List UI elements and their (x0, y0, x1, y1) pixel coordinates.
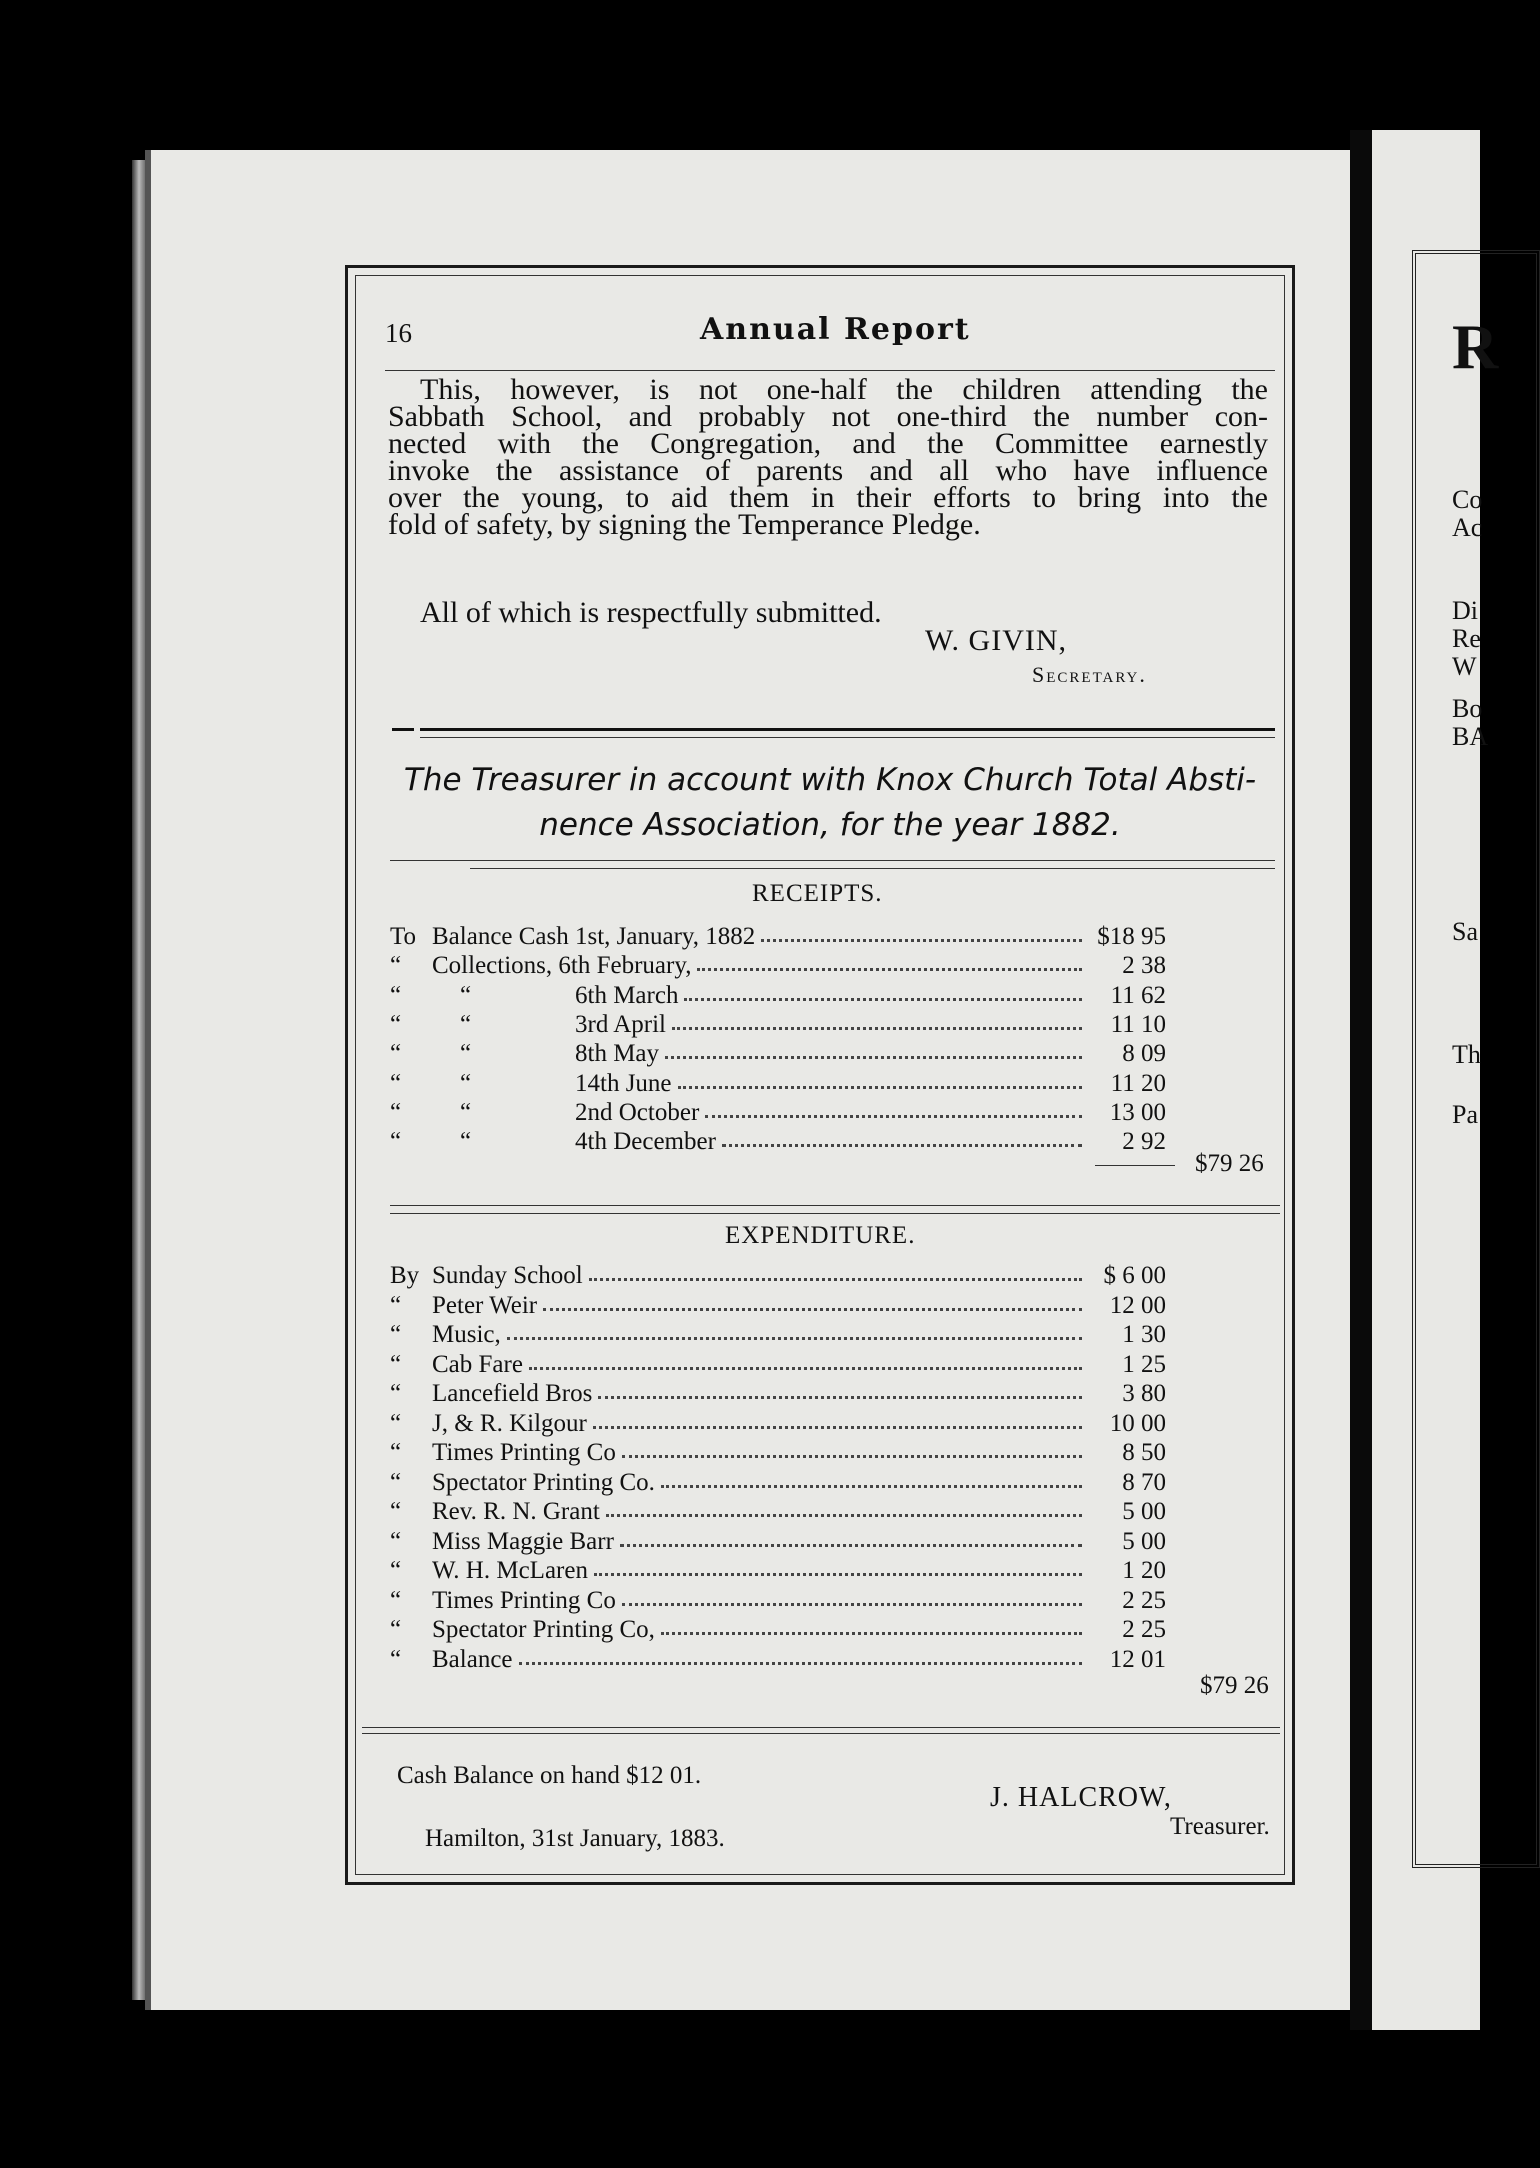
receipts-row (390, 1128, 1290, 1157)
receipts-row-label: 14th June (575, 1069, 672, 1097)
expenditure-row-prefix: “ (390, 1439, 402, 1466)
expenditure-row-label: Lancefield Bros (432, 1380, 593, 1407)
account-title (385, 758, 1275, 848)
receipts-row (390, 1040, 1290, 1069)
expenditure-row-label: Times Printing Co (432, 1586, 616, 1614)
running-head: Annual Report (700, 312, 971, 347)
expenditure-row-amount: 10 00 (1109, 1409, 1166, 1437)
expenditure-row-amount: 3 80 (1122, 1380, 1166, 1407)
receipts-row-leader (697, 968, 1082, 971)
receipts-row-ditto: “ (460, 1069, 472, 1097)
receipts-total-rule (1095, 1165, 1175, 1166)
section-divider-thin (420, 737, 1275, 738)
expenditure-row-label: Sunday School (432, 1262, 583, 1289)
place-date: Hamilton, 31st January, 1883. (425, 1825, 725, 1852)
receipts-rule (390, 1205, 1280, 1206)
receipts-row-leader (705, 1115, 1082, 1118)
receipts-row-prefix: To (390, 923, 417, 950)
section-divider (420, 728, 1275, 731)
receipts-row-label: 8th May (575, 1040, 660, 1068)
expenditure-row-leader (529, 1367, 1082, 1370)
receipts-row-amount: $18 95 (1097, 923, 1166, 950)
expenditure-row (390, 1321, 1290, 1350)
expenditure-row-amount: 1 25 (1122, 1350, 1166, 1378)
expenditure-row (390, 1292, 1290, 1321)
receipts-row-ditto: “ (460, 1040, 472, 1068)
title-rule-thin (470, 868, 1275, 869)
receipts-row-leader (761, 939, 1082, 942)
expenditure-row (390, 1351, 1290, 1380)
facing-page-fragment-text: Co (1452, 485, 1483, 514)
expenditure-row-amount: 8 50 (1122, 1439, 1166, 1466)
expenditure-row-prefix: “ (390, 1291, 402, 1319)
expenditure-row-label: J, & R. Kilgour (432, 1409, 587, 1437)
facing-page-fragment-text: Ac (1452, 513, 1483, 542)
expenditure-row (390, 1469, 1290, 1498)
receipts-row (390, 923, 1290, 952)
expenditure-row-prefix: “ (390, 1498, 402, 1525)
expenditure-row-prefix: “ (390, 1321, 402, 1348)
expenditure-row-amount: 2 25 (1122, 1616, 1166, 1643)
receipts-row-label: 4th December (575, 1128, 716, 1156)
expenditure-total: $79 26 (1200, 1672, 1269, 1699)
receipts-row-leader (665, 1056, 1082, 1059)
receipts-row-amount: 2 92 (1122, 1128, 1166, 1156)
receipts-row-prefix: “ (390, 981, 402, 1009)
receipts-row-amount: 13 00 (1109, 1098, 1166, 1126)
paragraph-line: Sabbath School, and probably not one-third the number con- (388, 400, 1268, 433)
expenditure-row-amount: $ 6 00 (1103, 1262, 1166, 1289)
footer-rule (362, 1727, 1280, 1728)
receipts-row-leader (684, 998, 1082, 1001)
facing-page-fragment-text: BA (1452, 722, 1489, 751)
expenditure-row-leader (661, 1632, 1082, 1635)
expenditure-row-label: Spectator Printing Co. (432, 1468, 655, 1496)
page-edge (132, 160, 146, 2000)
facing-page-fragment-text: R (1452, 311, 1499, 382)
facing-page-fragment-text: Sa (1452, 917, 1478, 946)
treasurer-title: Treasurer. (1170, 1813, 1270, 1840)
expenditure-row-leader (519, 1662, 1082, 1665)
receipts-row-label: 6th March (575, 981, 679, 1009)
receipts-row (390, 1070, 1290, 1099)
expenditure-row-prefix: By (390, 1262, 420, 1289)
treasurer-name: J. HALCROW, (990, 1782, 1172, 1813)
receipts-row-ditto: “ (460, 981, 472, 1009)
expenditure-row-prefix: “ (390, 1409, 402, 1437)
paragraph-line: fold of safety, by signing the Temperance Pledge. (388, 508, 981, 541)
signer-title: Secretary. (1032, 662, 1147, 687)
receipts-row (390, 952, 1290, 981)
receipts-row-amount: 8 09 (1122, 1040, 1166, 1068)
expenditure-row-leader (598, 1396, 1082, 1399)
receipts-row-prefix: “ (390, 1010, 402, 1038)
expenditure-row-label: Cab Fare (432, 1350, 523, 1378)
expenditure-row-amount: 1 20 (1122, 1557, 1166, 1584)
expenditure-row-amount: 12 00 (1109, 1291, 1166, 1319)
expenditure-row-leader (661, 1485, 1082, 1488)
expenditure-row-prefix: “ (390, 1468, 402, 1496)
expenditure-row-label: Rev. R. N. Grant (432, 1498, 600, 1525)
receipts-heading: RECEIPTS. (752, 880, 883, 907)
paragraph-line: over the young, to aid them in their efforts to bring into the (388, 481, 1268, 514)
title-rule (390, 860, 1275, 861)
expenditure-row-leader (594, 1573, 1082, 1576)
book-gutter (1350, 130, 1372, 2030)
expenditure-row (390, 1439, 1290, 1468)
signer-name: W. GIVIN, (925, 624, 1068, 657)
facing-page-fragment-text: Pa (1452, 1100, 1478, 1129)
expenditure-row-prefix: “ (390, 1586, 402, 1614)
expenditure-row-leader (593, 1426, 1082, 1429)
closing-line: All of which is respectfully submitted. (420, 596, 882, 629)
expenditure-row (390, 1616, 1290, 1645)
receipts-row-label: Balance Cash 1st, January, 1882 (432, 923, 756, 950)
expenditure-row (390, 1557, 1290, 1586)
section-divider-short (392, 728, 414, 731)
expenditure-row-label: Times Printing Co (432, 1439, 616, 1466)
facing-page-fragment-text: Re (1452, 624, 1481, 653)
paragraph-line: invoke the assistance of parents and all who have influence (388, 454, 1268, 487)
expenditure-row-prefix: “ (390, 1380, 402, 1407)
expenditure-row-leader (622, 1455, 1082, 1458)
receipts-row-ditto: “ (460, 1128, 472, 1156)
expenditure-row-leader (606, 1514, 1082, 1517)
paragraph-line: nected with the Congregation, and the Committee earnestly (388, 427, 1268, 460)
receipts-row-amount: 11 10 (1110, 1010, 1166, 1038)
facing-page-fragment-text: Th (1452, 1040, 1481, 1069)
expenditure-row (390, 1528, 1290, 1557)
receipts-row (390, 1099, 1290, 1128)
expenditure-row-prefix: “ (390, 1527, 402, 1555)
receipts-row-label: Collections, 6th February, (432, 952, 692, 980)
expenditure-row (390, 1380, 1290, 1409)
expenditure-row-amount: 12 01 (1109, 1645, 1166, 1673)
expenditure-row (390, 1646, 1290, 1675)
receipts-row-prefix: “ (390, 1098, 402, 1126)
expenditure-row (390, 1262, 1290, 1291)
receipts-row-label: 3rd April (575, 1010, 666, 1038)
expenditure-row-label: Balance (432, 1645, 513, 1673)
facing-page-fragment-text: Di (1452, 596, 1478, 625)
facing-page-fragment-text: Bo (1452, 694, 1483, 723)
receipts-row (390, 1011, 1290, 1040)
receipts-row-prefix: “ (390, 1069, 402, 1097)
header-rule (385, 370, 1275, 371)
expenditure-row-amount: 8 70 (1122, 1468, 1166, 1496)
receipts-row-amount: 11 62 (1110, 981, 1166, 1009)
expenditure-row-label: Spectator Printing Co, (432, 1616, 655, 1643)
expenditure-row-leader (543, 1308, 1082, 1311)
expenditure-row-label: Peter Weir (432, 1291, 538, 1319)
expenditure-row-label: Music, (432, 1321, 501, 1348)
facing-page-fragment-text: W (1452, 652, 1477, 681)
receipts-rule-thin (390, 1213, 1280, 1214)
expenditure-row-amount: 5 00 (1122, 1527, 1166, 1555)
receipts-row-leader (722, 1144, 1082, 1147)
receipts-row-label: 2nd October (575, 1098, 700, 1126)
expenditure-row-leader (622, 1603, 1082, 1606)
page-number: 16 (385, 318, 412, 348)
expenditure-row-leader (620, 1544, 1082, 1547)
receipts-row (390, 982, 1290, 1011)
cash-balance: Cash Balance on hand $12 01. (397, 1762, 702, 1789)
expenditure-row (390, 1410, 1290, 1439)
footer-rule-thin (362, 1733, 1280, 1734)
expenditure-row (390, 1587, 1290, 1616)
expenditure-heading: EXPENDITURE. (725, 1222, 916, 1249)
receipts-total: $79 26 (1195, 1150, 1264, 1177)
paragraph-line: This, however, is not one-half the children attending the (420, 373, 1268, 406)
expenditure-row-amount: 1 30 (1122, 1321, 1166, 1348)
expenditure-row-prefix: “ (390, 1616, 402, 1643)
expenditure-row-label: Miss Maggie Barr (432, 1527, 614, 1555)
receipts-row-amount: 2 38 (1122, 952, 1166, 980)
expenditure-row-prefix: “ (390, 1557, 402, 1584)
receipts-row-prefix: “ (390, 1040, 402, 1068)
receipts-row-leader (678, 1086, 1082, 1089)
expenditure-row-amount: 2 25 (1122, 1586, 1166, 1614)
report-paragraph (388, 373, 1268, 541)
expenditure-row-prefix: “ (390, 1350, 402, 1378)
account-title-line: nence Association, for the year 1882. (539, 807, 1121, 843)
expenditure-row-label: W. H. McLaren (432, 1557, 588, 1584)
expenditure-row-leader (589, 1278, 1082, 1281)
receipts-row-prefix: “ (390, 1128, 402, 1156)
receipts-row-amount: 11 20 (1110, 1069, 1166, 1097)
expenditure-row-amount: 5 00 (1122, 1498, 1166, 1525)
account-title-line: The Treasurer in account with Knox Church Total Absti- (403, 762, 1257, 798)
expenditure-row-leader (507, 1337, 1082, 1340)
facing-page-fragment (1372, 130, 1499, 2030)
receipts-row-ditto: “ (460, 1010, 472, 1038)
receipts-row-leader (672, 1027, 1082, 1030)
expenditure-row (390, 1498, 1290, 1527)
expenditure-row-prefix: “ (390, 1645, 402, 1673)
receipts-row-prefix: “ (390, 952, 402, 980)
receipts-row-ditto: “ (460, 1098, 472, 1126)
